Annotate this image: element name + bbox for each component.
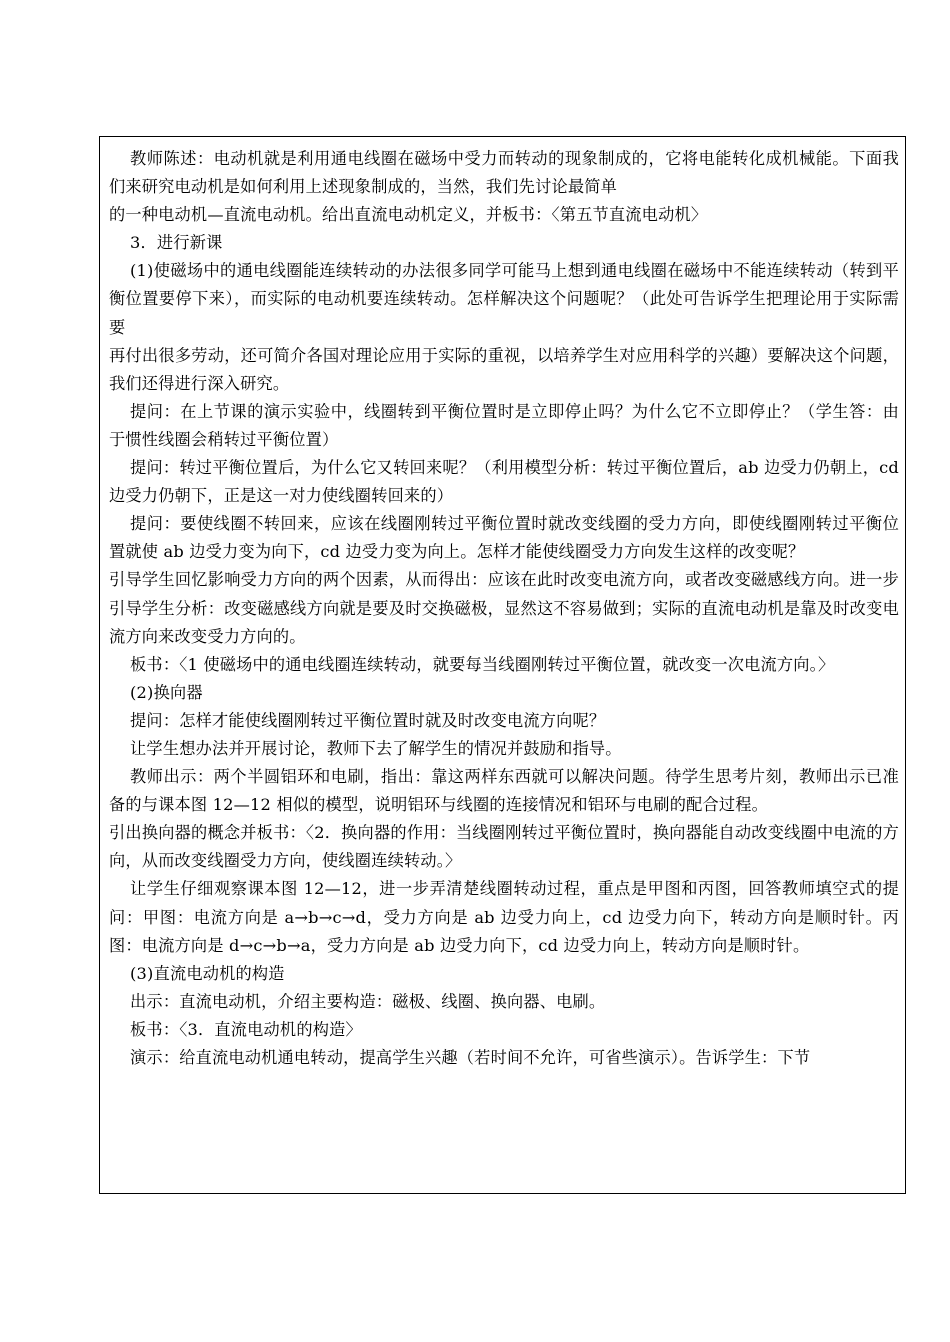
paragraph-19: 板书：〈3．直流电动机的构造〉 bbox=[130, 1019, 362, 1039]
paragraph-20: 演示：给直流电动机通电转动，提高学生兴趣（若时间不允许，可省些演示）。告诉学生：下节 bbox=[130, 1048, 811, 1067]
paragraph-3: 3．进行新课 bbox=[130, 233, 223, 253]
paragraph-1: 教师陈述：电动机就是利用通电线圈在磁场中受力而转动的现象制成的，它将电能转化成机械能。下面我们来研究电动机是如何利用上述现象制成的，当然，我们先讨论最简单 bbox=[109, 149, 899, 197]
paragraph-2: 的一种电动机—直流电动机。给出直流电动机定义，并板书：〈第五节直流电动机〉 bbox=[109, 205, 708, 225]
paragraph-8: 提问：要使线圈不转回来，应该在线圈刚转过平衡位置时就改变线圈的受力方向，即使线圈刚转过平衡位置就使 ab 边受力变为向下，cd 边受力变为向上。怎样才能使线圈受力方向发生这样的改变呢？ bbox=[109, 514, 899, 562]
paragraph-10: 板书：〈1 使磁场中的通电线圈连续转动，就要每当线圈刚转过平衡位置，就改变一次电流方向。〉 bbox=[130, 654, 835, 674]
paragraph-18: 出示：直流电动机，介绍主要构造：磁极、线圈、换向器、电刷。 bbox=[130, 991, 606, 1011]
paragraph-13: 让学生想办法并开展讨论，教师下去了解学生的情况并鼓励和指导。 bbox=[130, 738, 622, 758]
paragraph-4: (1)使磁场中的通电线圈能连续转动的办法很多同学可能马上想到通电线圈在磁场中不能连续转动（转到平衡位置要停下来），而实际的电动机要连续转动。怎样解决这个问题呢？（此处可告诉学生把理论用于实际需要 bbox=[109, 261, 899, 337]
paragraph-9: 引导学生回忆影响受力方向的两个因素，从而得出：应该在此时改变电流方向，或者改变磁感线方向。进一步引导学生分析：改变磁感线方向就是要及时交换磁极，显然这不容易做到；实际的直流电动机是靠及时改变电流方向来改变受力方向的。 bbox=[109, 570, 899, 646]
paragraph-5: 再付出很多劳动，还可简介各国对理论应用于实际的重视，以培养学生对应用科学的兴趣）要解决这个问题，我们还得进行深入研究。 bbox=[109, 345, 899, 393]
document-body bbox=[100, 137, 905, 1072]
paragraph-16: 让学生仔细观察课本图 12—12，进一步弄清楚线圈转动过程，重点是甲图和丙图，回答教师填空式的提问：甲图：电流方向是 a→b→c→d，受力方向是 ab 边受力向上，cd 边受力向下，转动方向是顺时针。丙图：电流方向是 d→c→b→a，受力方向是 ab 边受力向下，cd 边受力向上，转动方向是顺时针。 bbox=[109, 879, 899, 955]
paragraph-17: (3)直流电动机的构造 bbox=[130, 963, 285, 983]
paragraph-6: 提问：在上节课的演示实验中，线圈转到平衡位置时是立即停止吗？为什么它不立即停止？（学生答：由于惯性线圈会稍转过平衡位置） bbox=[109, 401, 899, 449]
paragraph-7: 提问：转过平衡位置后，为什么它又转回来呢？（利用模型分析：转过平衡位置后，ab 边受力仍朝上，cd 边受力仍朝下，正是这一对力使线圈转回来的） bbox=[109, 458, 899, 506]
paragraph-11: (2)换向器 bbox=[130, 682, 203, 702]
paragraph-12: 提问：怎样才能使线圈刚转过平衡位置时就及时改变电流方向呢？ bbox=[130, 710, 606, 730]
paragraph-15: 引出换向器的概念并板书：〈2．换向器的作用：当线圈刚转过平衡位置时，换向器能自动改变线圈中电流的方向，从而改变线圈受力方向，使线圈连续转动。〉 bbox=[109, 823, 899, 871]
document-frame bbox=[99, 136, 906, 1194]
paragraph-14: 教师出示：两个半圆铝环和电刷，指出：靠这两样东西就可以解决问题。待学生思考片刻，教师出示已准备的与课本图 12—12 相似的模型，说明铝环与线圈的连接情况和铝环与电刷的配合过程。 bbox=[109, 767, 899, 815]
